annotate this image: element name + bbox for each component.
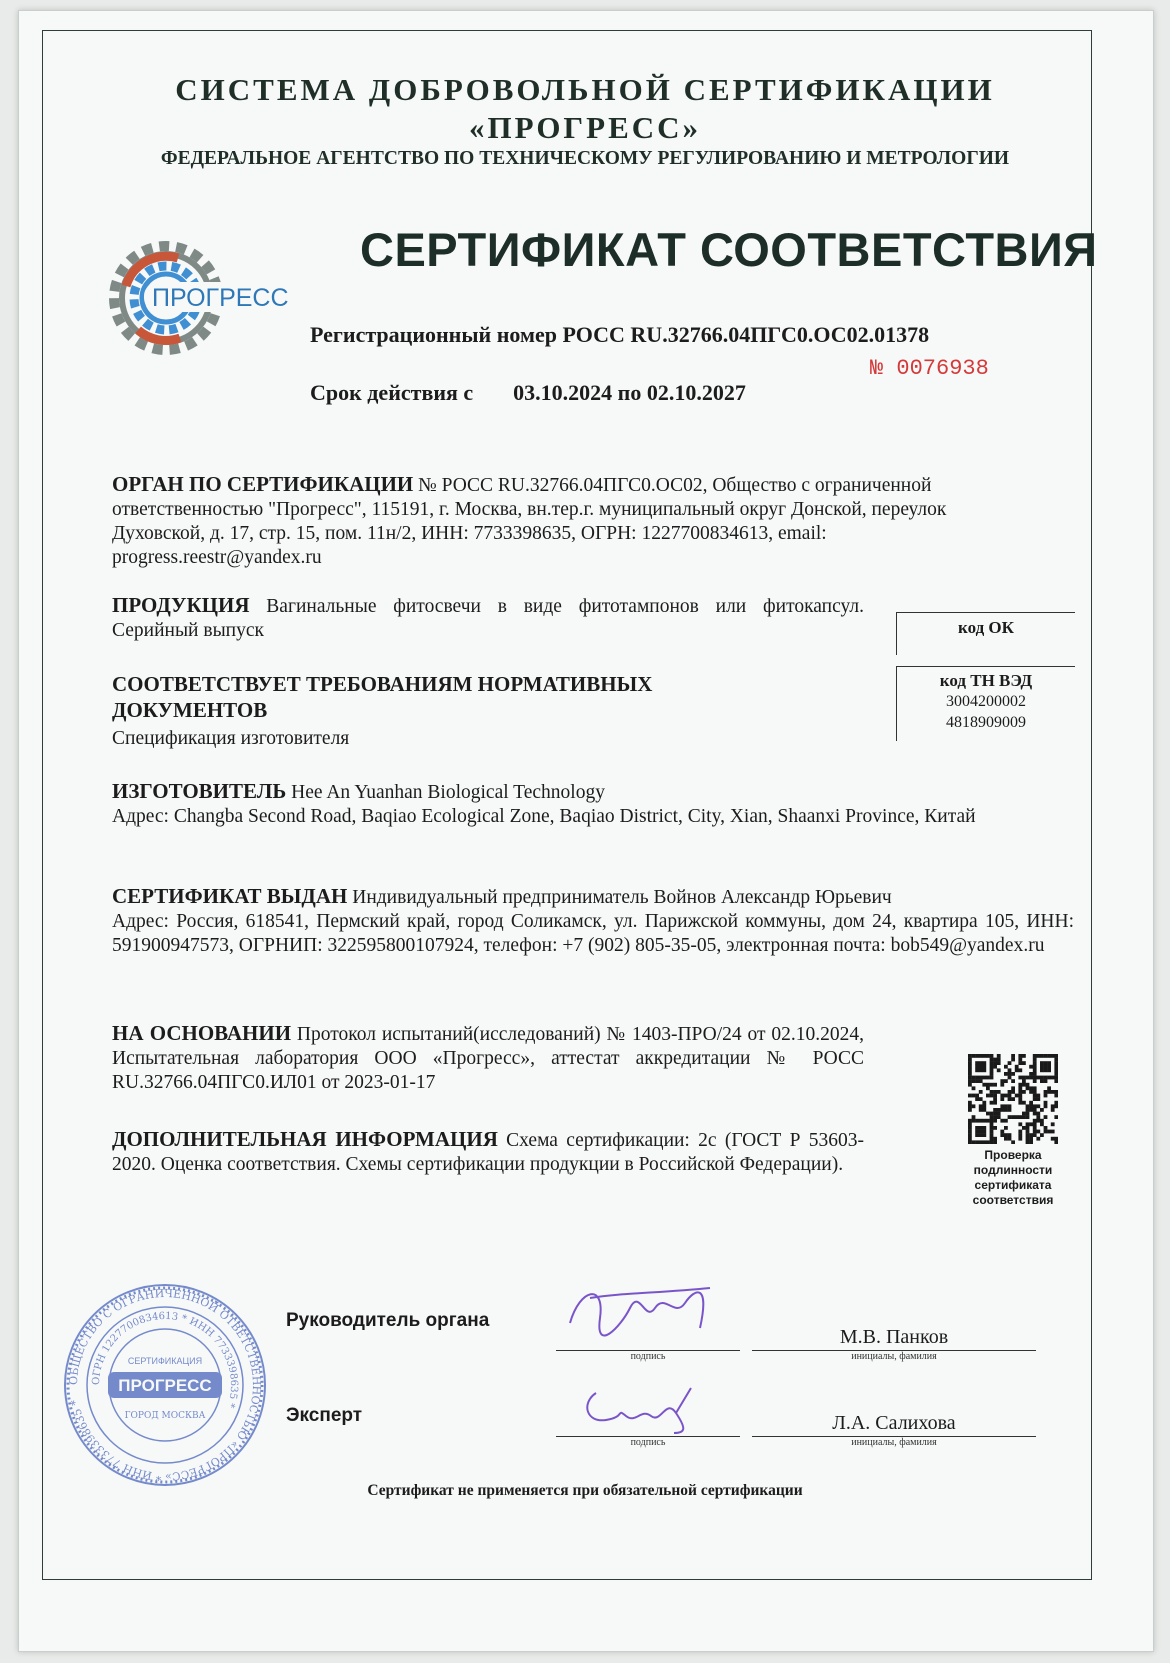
manufacturer-line [112,779,1072,805]
verification-qr-code[interactable] [968,1054,1058,1144]
handwritten-signature-icon [560,1278,730,1348]
additional-heading: ДОПОЛНИТЕЛЬНАЯ ИНФОРМАЦИЯ [112,1127,498,1151]
head-signature [560,1278,730,1348]
ok-code-label: код ОК [958,618,1014,637]
head-sign-line: подпись [556,1350,740,1362]
footer-note: Сертификат не применяется при обязательной сертификации [367,1482,803,1499]
handwritten-signature-icon [576,1378,716,1438]
issued-name: Индивидуальный предприниматель Войнов Александр Юрьевич [352,887,892,908]
expert-name: Л.А. Салихова [832,1412,956,1434]
ok-code-box [896,612,1075,655]
manufacturer-name: Hee An Yuanhan Biological Technology [291,782,605,803]
serial-number: № 0076938 [870,356,989,381]
logo-text: ПРОГРЕСС [152,284,289,312]
progress-logo [100,232,300,362]
expert-label: Эксперт [286,1405,363,1426]
svg-text:ГОРОД МОСКВА: ГОРОД МОСКВА [124,1411,206,1421]
tnved-code-box [896,666,1075,741]
additional-info-section [112,1127,864,1177]
basis-text: Протокол испытаний(исследований) № 1403-ПРО/24 от 02.10.2024, Испытательная лаборатория ООО «Прогресс», аттестат аккредитации № РОСС RU.32766.04ПГС0.ИЛ01 от 2023-01-17 [112,1024,865,1093]
head-name-line: инициалы, фамилия [752,1350,1036,1362]
svg-text:ОГРН 1227700834613 * ИНН 77333: ОГРН 1227700834613 * ИНН 7733398635 * [90,1310,240,1409]
system-title-line2: «ПРОГРЕСС» [468,110,702,145]
svg-text:ОБЩЕСТВО С ОГРАНИЧЕННОЙ ОТВЕТС: ОБЩЕСТВО С ОГРАНИЧЕННОЙ ОТВЕТСТВЕННОСТЬЮ «ПРОГРЕСС» * ИНН 7733398635 * [66,1286,264,1484]
additional-text: Схема сертификации: 2с (ГОСТ Р 53603-2020. Оценка соответствия. Схемы сертификации продукции в Российской Федерации). [112,1130,865,1175]
certification-body-section [112,472,1030,570]
issued-address: Адрес: Россия, 618541, Пермский край, город Соликамск, ул. Парижской коммуны, дом 24, квартира 105, ИНН: 591900947573, ОГРНИП: 322595800107924, телефон: +7 (902) 805-35-05, электронная почта: bob549@yandex.ru [112,911,1074,956]
organ-heading: ОРГАН ПО СЕРТИФИКАЦИИ [112,472,414,496]
svg-text:СЕРТИФИКАЦИЯ: СЕРТИФИКАЦИЯ [127,1356,203,1366]
tnved-code-value: 4818909009 [946,714,1026,731]
head-label: Руководитель органа [286,1310,490,1331]
expert-signature [576,1378,716,1438]
tnved-code-value: 3004200002 [946,693,1026,710]
gear-logo-icon [100,232,300,362]
product-text: Вагинальные фитосвечи в виде фитотампонов или фитокапсул. Серийный выпуск [112,596,865,641]
issued-heading: СЕРТИФИКАТ ВЫДАН [112,884,348,908]
conformity-heading: СООТВЕТСТВУЕТ ТРЕБОВАНИЯМ НОРМАТИВНЫХ ДОКУМЕНТОВ [112,672,653,722]
issued-line [112,884,1072,910]
product-section [112,593,864,643]
system-title-line1: СИСТЕМА ДОБРОВОЛЬНОЙ СЕРТИФИКАЦИИ [175,72,995,107]
expert-name-line: инициалы, фамилия [752,1436,1036,1448]
agency-name: ФЕДЕРАЛЬНОЕ АГЕНТСТВО ПО ТЕХНИЧЕСКОМУ РЕГУЛИРОВАНИЮ И МЕТРОЛОГИИ [160,148,1010,169]
official-stamp [60,1280,270,1490]
validity-dates: 03.10.2024 по 02.10.2027 [513,380,746,405]
head-name: М.В. Панков [839,1326,949,1348]
svg-text:ПРОГРЕСС: ПРОГРЕСС [118,1376,212,1395]
validity-period: Срок действия с 03.10.2024 по 02.10.2027 [310,380,746,405]
expert-sign-line: подпись [556,1436,740,1448]
organ-text: № РОСС RU.32766.04ПГС0.ОС02, Общество с ограниченной ответственностью "Прогресс", 115191, г. Москва, вн.тер.г. муниципальный округ Донской, переулок Духовской, д. 17, стр. 15, пом. 11н/2, ИНН: 7733398635, ОГРН: 1227700834613, email: progress.reestr@yandex.ru [112,475,947,568]
qr-caption: Проверка подлинности сертификата соответствия [972,1148,1054,1207]
basis-section [112,1021,864,1095]
manufacturer-address: Адрес: Changba Second Road, Baqiao Ecological Zone, Baqiao District, City, Xian, Shaanxi Province, Китай [112,806,976,827]
basis-heading: НА ОСНОВАНИИ [112,1021,292,1045]
qr-code-icon [968,1054,1058,1144]
registration-number: Регистрационный номер РОСС RU.32766.04ПГС0.ОС02.01378 [310,322,930,347]
tnved-code-label: код ТН ВЭД [939,671,1033,690]
product-heading: ПРОДУКЦИЯ [112,593,250,617]
certificate-title: СЕРТИФИКАТ СООТВЕТСТВИЯ [360,223,1098,276]
conformity-text: Спецификация изготовителя [112,728,350,749]
stamp-seal-icon [60,1280,270,1490]
manufacturer-heading: ИЗГОТОВИТЕЛЬ [112,779,287,803]
